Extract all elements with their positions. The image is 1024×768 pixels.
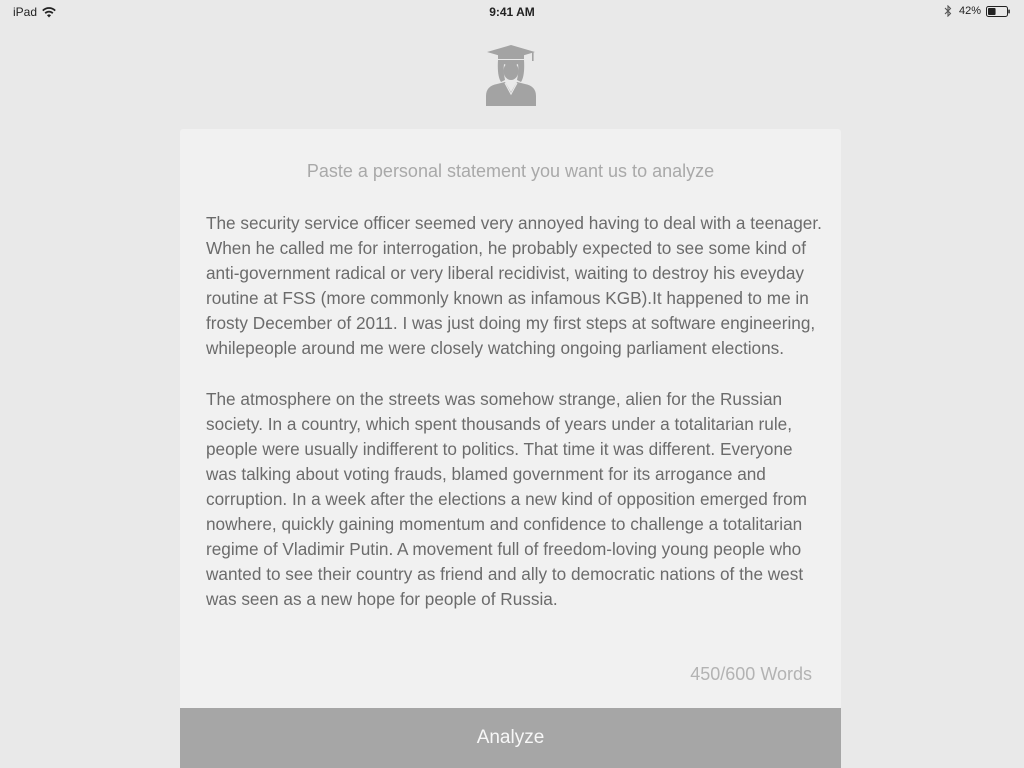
status-right [944,5,1010,17]
bluetooth-icon [944,5,952,17]
statement-paragraph-1: The security service officer seemed very annoyed having to deal with a teenager. When he called me for interrogation, he probably expected to see some kind of anti-government radical or very liberal recidivist, waiting to destroy his eveyday routine at FSS (more commonly known as infamous KGB).It happened to me in frosty December of 2011. I was just doing my first steps at software engineering, whilepeople around me were closely watching ongoing parliament elections. [206,213,822,358]
battery-icon [986,6,1010,17]
analyze-button[interactable]: Analyze [180,708,841,768]
status-bar [0,0,1024,24]
battery-percent: 42% [958,5,981,17]
word-count: 450/600 Words [690,664,812,684]
device-name: iPad [13,5,38,19]
statement-textarea[interactable] [206,211,826,638]
statement-prompt: Paste a personal statement you want us to analyze [306,161,715,181]
status-time: 9:41 AM [489,5,535,19]
statement-card [180,129,841,708]
statement-paragraph-2: The atmosphere on the streets was somehow strange, alien for the Russian society. In a country, which spent thousands of years under a totalitarian rule, people were usually indifferent to politics. That time it was different. Everyone was talking about voting frauds, blamed government for its arrogance and corruption. In a week after the elections a new kind of opposition emerged from nowhere, quickly gaining momentum and confidence to challenge a totalitarian regime of Vladimir Putin. A movement full of freedom-loving young people who wanted to see their country as friend and ally to democratic nations of the west was seen as a new hope for people of Russia. [206,389,807,609]
graduate-avatar-icon [485,44,537,106]
